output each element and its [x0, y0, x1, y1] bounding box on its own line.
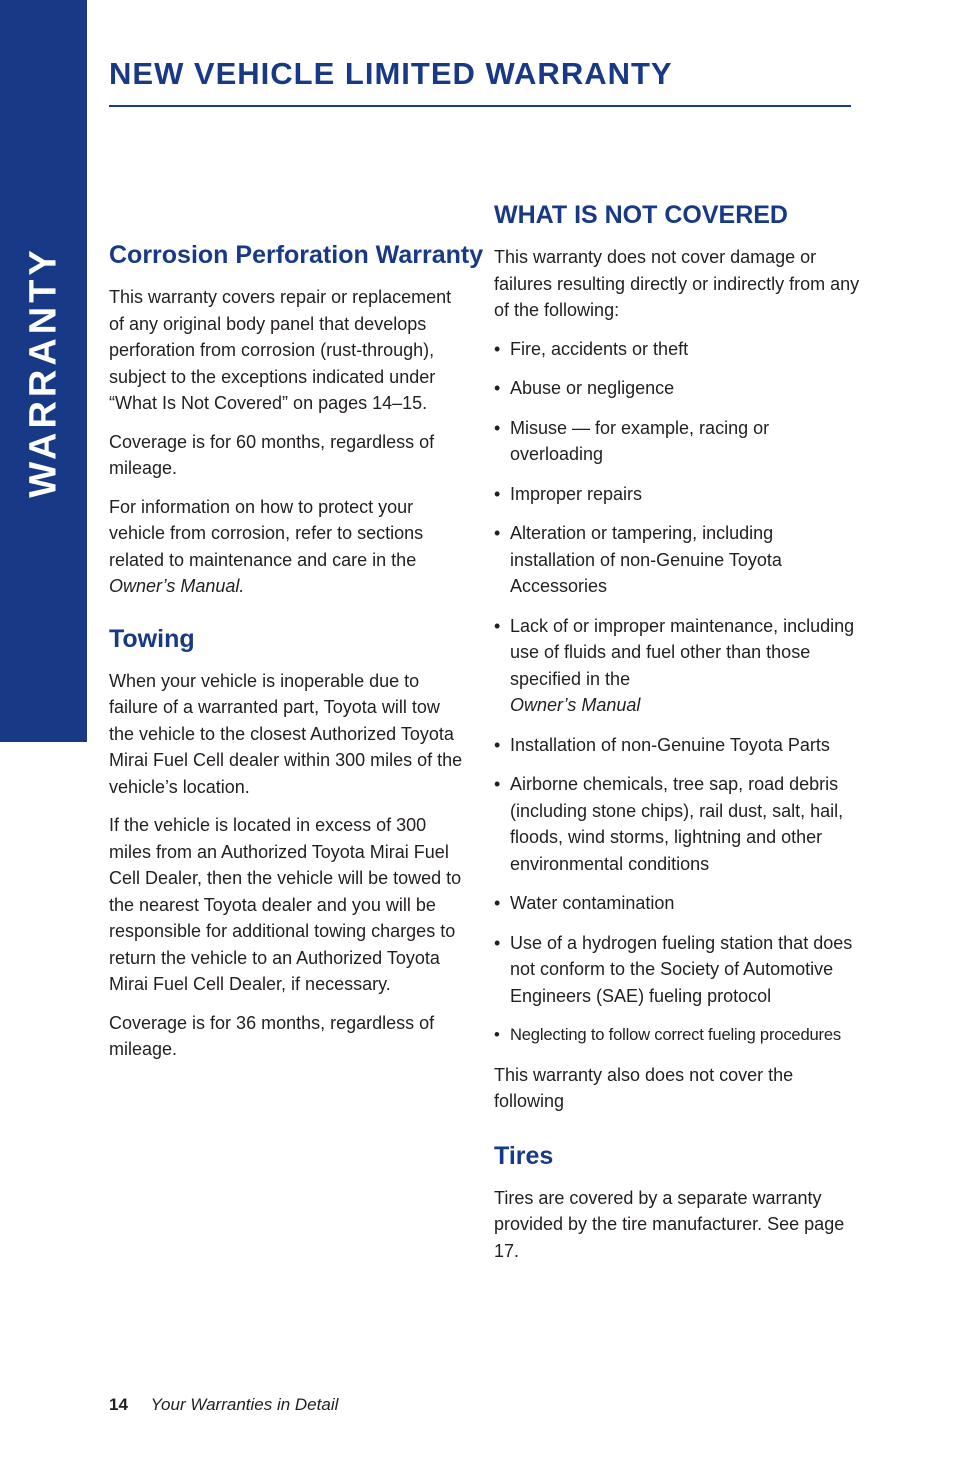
page-number: 14 [109, 1395, 128, 1414]
list-item: • Airborne chemicals, tree sap, road debris (including stone chips), rail dust, salt, hail, floods, wind storms, lightning and other environmental conditions [494, 771, 862, 877]
list-item: • Misuse — for example, racing or overloading [494, 415, 862, 468]
corrosion-heading: Corrosion Perforation Warranty [109, 241, 484, 269]
list-item: • Abuse or negligence [494, 375, 862, 402]
list-item: • Improper repairs [494, 481, 862, 508]
towing-heading: Towing [109, 624, 195, 653]
not-covered-intro: This warranty does not cover damage or failures resulting directly or indirectly from any of the following: [494, 247, 860, 320]
list-item: • Alteration or tampering, including installation of non-Genuine Toyota Accessories [494, 520, 862, 600]
owners-manual-reference: Owner’s Manual. [109, 576, 245, 596]
list-item: • Neglecting to follow correct fueling procedures [494, 1022, 862, 1049]
right-column [494, 198, 862, 1276]
owners-manual-reference: Owner’s Manual [510, 695, 641, 715]
corrosion-paragraph-2: Coverage is for 60 months, regardless of mileage. [109, 431, 435, 478]
footer-title: Your Warranties in Detail [150, 1395, 339, 1414]
sidebar-label: WARRANTY [22, 246, 65, 498]
header-rule [109, 105, 851, 107]
corrosion-paragraph-3 [109, 494, 469, 600]
list-item-text: Lack of or improper maintenance, including use of fluids and fuel other than those specified in the [510, 615, 855, 689]
list-item [494, 613, 862, 719]
left-column [109, 238, 484, 1075]
towing-paragraph-3: Coverage is for 36 months, regardless of mileage. [109, 1012, 435, 1059]
list-item: • Fire, accidents or theft [494, 336, 862, 363]
not-covered-heading: WHAT IS NOT COVERED [494, 201, 788, 229]
not-covered-outro: This warranty also does not cover the following [494, 1064, 794, 1111]
corrosion-paragraph-1: This warranty covers repair or replacement of any original body panel that develops perforation from corrosion (rust-through), subject to the exceptions indicated under “What Is Not Covered” on pages 14–15. [109, 287, 452, 413]
list-item: • Installation of non-Genuine Toyota Parts [494, 732, 862, 759]
list-item: • Use of a hydrogen fueling station that does not conform to the Society of Automotive Engineers (SAE) fueling protocol [494, 930, 862, 1010]
corrosion-paragraph-3-text: For information on how to protect your vehicle from corrosion, refer to sections related to maintenance and care in the [109, 496, 424, 570]
tires-heading: Tires [494, 1141, 554, 1170]
page-footer [109, 1393, 338, 1417]
tires-paragraph: Tires are covered by a separate warranty provided by the tire manufacturer. See page 17. [494, 1187, 845, 1261]
towing-paragraph-2: If the vehicle is located in excess of 300 miles from an Authorized Toyota Mirai Fuel Cell Dealer, then the vehicle will be towed to the nearest Toyota dealer and you will be responsible for additional towing charges to return the vehicle to an Authorized Toyota Mirai Fuel Cell Dealer, if necessary. [109, 815, 462, 994]
page-title: NEW VEHICLE LIMITED WARRANTY [109, 56, 673, 91]
section-sidebar [0, 0, 87, 742]
list-item: • Water contamination [494, 890, 862, 917]
towing-paragraph-1: When your vehicle is inoperable due to failure of a warranted part, Toyota will tow the vehicle to the closest Authorized Toyota Mirai Fuel Cell dealer within 300 miles of the vehicle’s location. [109, 670, 463, 797]
exclusions-list [494, 336, 862, 1049]
